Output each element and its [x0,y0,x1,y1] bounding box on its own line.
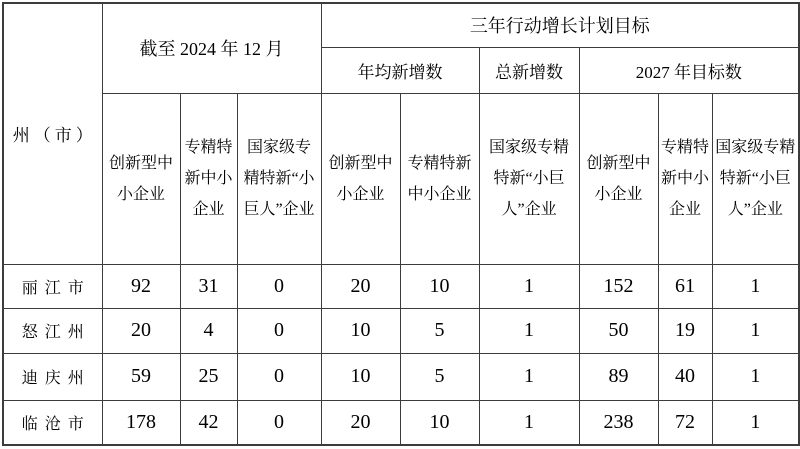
value-cell: 10 [321,308,400,353]
value-cell: 1 [712,400,799,445]
data-row-lincang [3,400,799,445]
group-header-annual-new: 年均新增数 [321,47,479,93]
value-cell: 42 [180,400,237,445]
value-cell: 1 [479,400,579,445]
corner-header-label: 州（市） [12,126,97,146]
value-cell: 72 [658,400,712,445]
value-cell: 40 [658,353,712,400]
region-label: 临沧市 [21,415,91,433]
value-cell: 4 [180,308,237,353]
value-cell: 1 [479,264,579,308]
region-label: 丽江市 [21,279,91,297]
region-label: 迪庆州 [21,370,91,387]
value-cell: 89 [579,353,658,400]
value-cell: 10 [400,264,479,308]
subheader-2027-innovative: 创新型中小企业 [579,93,658,264]
value-cell: 0 [237,400,321,445]
subheader-asof-innovative: 创新型中小企业 [102,93,180,264]
value-cell: 0 [237,353,321,400]
value-cell: 20 [102,308,180,353]
value-cell: 1 [712,264,799,308]
value-cell: 92 [102,264,180,308]
sme-statistics-table [2,2,800,446]
header-row-1 [3,3,799,47]
subheader-annual-specialized: 专精特新中小企业 [400,93,479,264]
value-cell: 238 [579,400,658,445]
value-cell: 0 [237,264,321,308]
data-row-nujiang [3,308,799,353]
region-cell [3,353,102,400]
value-cell: 59 [102,353,180,400]
corner-header-region [3,3,102,264]
value-cell: 19 [658,308,712,353]
region-cell [3,264,102,308]
value-cell: 25 [180,353,237,400]
data-row-diqing [3,353,799,400]
subheader-total-national-giant: 国家级专精特新“小巨人”企业 [479,93,579,264]
value-cell: 0 [237,308,321,353]
value-cell: 1 [712,308,799,353]
value-cell: 31 [180,264,237,308]
group-header-as-of-dec-2024: 截至 2024 年 12 月 [102,3,321,93]
value-cell: 5 [400,353,479,400]
value-cell: 20 [321,264,400,308]
value-cell: 1 [479,353,579,400]
subheader-asof-national-giant: 国家级专精特新“小巨人”企业 [237,93,321,264]
group-header-2027-target: 2027 年目标数 [579,47,799,93]
data-row-lijiang [3,264,799,308]
region-label: 怒江州 [21,324,91,341]
subheader-asof-specialized: 专精特新中小企业 [180,93,237,264]
region-cell [3,400,102,445]
value-cell: 1 [712,353,799,400]
value-cell: 50 [579,308,658,353]
subheader-2027-specialized: 专精特新中小企业 [658,93,712,264]
header-row-3 [3,93,799,264]
value-cell: 20 [321,400,400,445]
value-cell: 152 [579,264,658,308]
value-cell: 1 [479,308,579,353]
subheader-annual-innovative: 创新型中小企业 [321,93,400,264]
group-header-total-new: 总新增数 [479,47,579,93]
value-cell: 10 [400,400,479,445]
region-cell [3,308,102,353]
value-cell: 178 [102,400,180,445]
group-header-three-year-plan: 三年行动增长计划目标 [321,3,799,47]
value-cell: 5 [400,308,479,353]
subheader-2027-national-giant: 国家级专精特新“小巨人”企业 [712,93,799,264]
value-cell: 61 [658,264,712,308]
value-cell: 10 [321,353,400,400]
